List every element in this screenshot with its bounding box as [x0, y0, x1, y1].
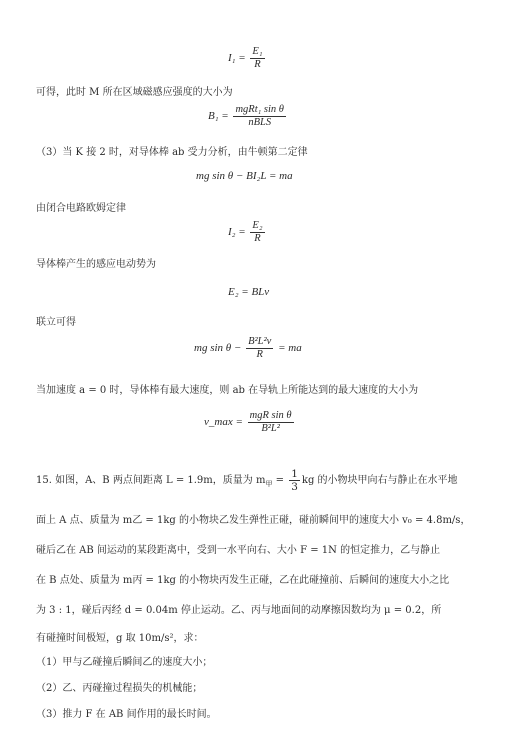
equation-vmax — [204, 410, 296, 435]
eq4-numerator: E₂ — [252, 220, 263, 231]
eq7-lhs: v_max = — [204, 416, 243, 429]
eq1-denominator: R — [254, 59, 261, 70]
mass-jia-numerator: 1 — [291, 468, 298, 480]
equation-current-i1 — [228, 46, 267, 71]
text-line-1: 可得，此时 M 所在区域磁感应强度的大小为 — [36, 87, 233, 98]
eq4-denominator: R — [254, 233, 261, 244]
equation-b1 — [208, 104, 288, 129]
eq6-rhs: = ma — [278, 342, 302, 355]
mass-jia-fraction — [289, 468, 300, 493]
equation-emf: E₂ = BLv — [228, 286, 270, 298]
eq1-lhs: I₁ = — [228, 52, 246, 65]
problem-15-line-1b: kg 的小物块甲向右与静止在水平地 — [301, 475, 458, 486]
eq7-numerator: mgR sin θ — [249, 410, 292, 421]
eq6-denominator: R — [256, 349, 263, 360]
text-line-3: 由闭合电路欧姆定律 — [36, 203, 126, 214]
eq7-denominator: B²L² — [261, 423, 280, 434]
eq4-lhs: I₂ = — [228, 226, 246, 239]
text-line-2: （3）当 K 接 2 时，对导体棒 ab 受力分析，由牛顿第二定律 — [36, 147, 308, 158]
question-2: （2）乙、丙碰撞过程损失的机械能； — [36, 683, 203, 694]
text-line-6: 当加速度 a = 0 时，导体棒有最大速度，则 ab 在导轨上所能达到的最大速度的大小为 — [36, 385, 419, 396]
problem-15-line-1a: 15. 如图，A、B 两点间距离 L = 1.9m，质量为 m — [36, 475, 266, 486]
problem-15-line-3: 碰后乙在 AB 间运动的某段距离中，受到一水平向右、大小 F = 1N 的恒定推力，乙与静止 — [36, 545, 441, 556]
eq6-lhs: mg sin θ − — [194, 342, 242, 355]
equation-current-i2 — [228, 220, 267, 245]
eq1-numerator: E₁ — [252, 46, 263, 57]
problem-15-line-2: 面上 A 点、质量为 m乙 = 1kg 的小物块乙发生弹性正碰，碰前瞬间甲的速度大小 v₀ = 4.8m/s， — [36, 515, 471, 526]
problem-15-line-1 — [36, 468, 458, 493]
problem-15-line-6: 有碰撞时间极短，g 取 10m/s²，求： — [36, 633, 204, 644]
eq1-fraction — [250, 46, 264, 71]
mass-jia-denominator: 3 — [291, 481, 298, 493]
question-1: （1）甲与乙碰撞后瞬间乙的速度大小； — [36, 657, 213, 668]
eq2-numerator: mgRt₁ sin θ — [235, 104, 284, 115]
problem-15-line-4: 在 B 点处、质量为 m丙 = 1kg 的小物块丙发生正碰，乙在此碰撞前、后瞬间的速度大小之比 — [36, 575, 450, 586]
eq2-lhs: B₁ = — [208, 110, 229, 123]
text-line-5: 联立可得 — [36, 317, 76, 328]
eq7-fraction — [248, 410, 294, 435]
mass-jia-equals: = — [275, 475, 285, 486]
eq6-fraction — [246, 336, 273, 361]
question-3: （3）推力 F 在 AB 间作用的最长时间。 — [36, 709, 217, 720]
equation-combined — [194, 336, 302, 361]
eq2-denominator: nBLS — [248, 117, 272, 128]
equation-newton: mg sin θ − BI₂L = ma — [196, 170, 293, 182]
mass-jia-subscript: 甲 — [265, 480, 273, 488]
eq4-fraction — [250, 220, 264, 245]
eq2-fraction — [233, 104, 285, 129]
problem-15-line-5: 为 3 : 1，碰后丙经 d = 0.04m 停止运动。乙、丙与地面间的动摩擦因数均为 μ = 0.2，所 — [36, 605, 442, 616]
eq6-numerator: B²L²v — [248, 336, 272, 347]
text-line-4: 导体棒产生的感应电动势为 — [36, 259, 156, 270]
